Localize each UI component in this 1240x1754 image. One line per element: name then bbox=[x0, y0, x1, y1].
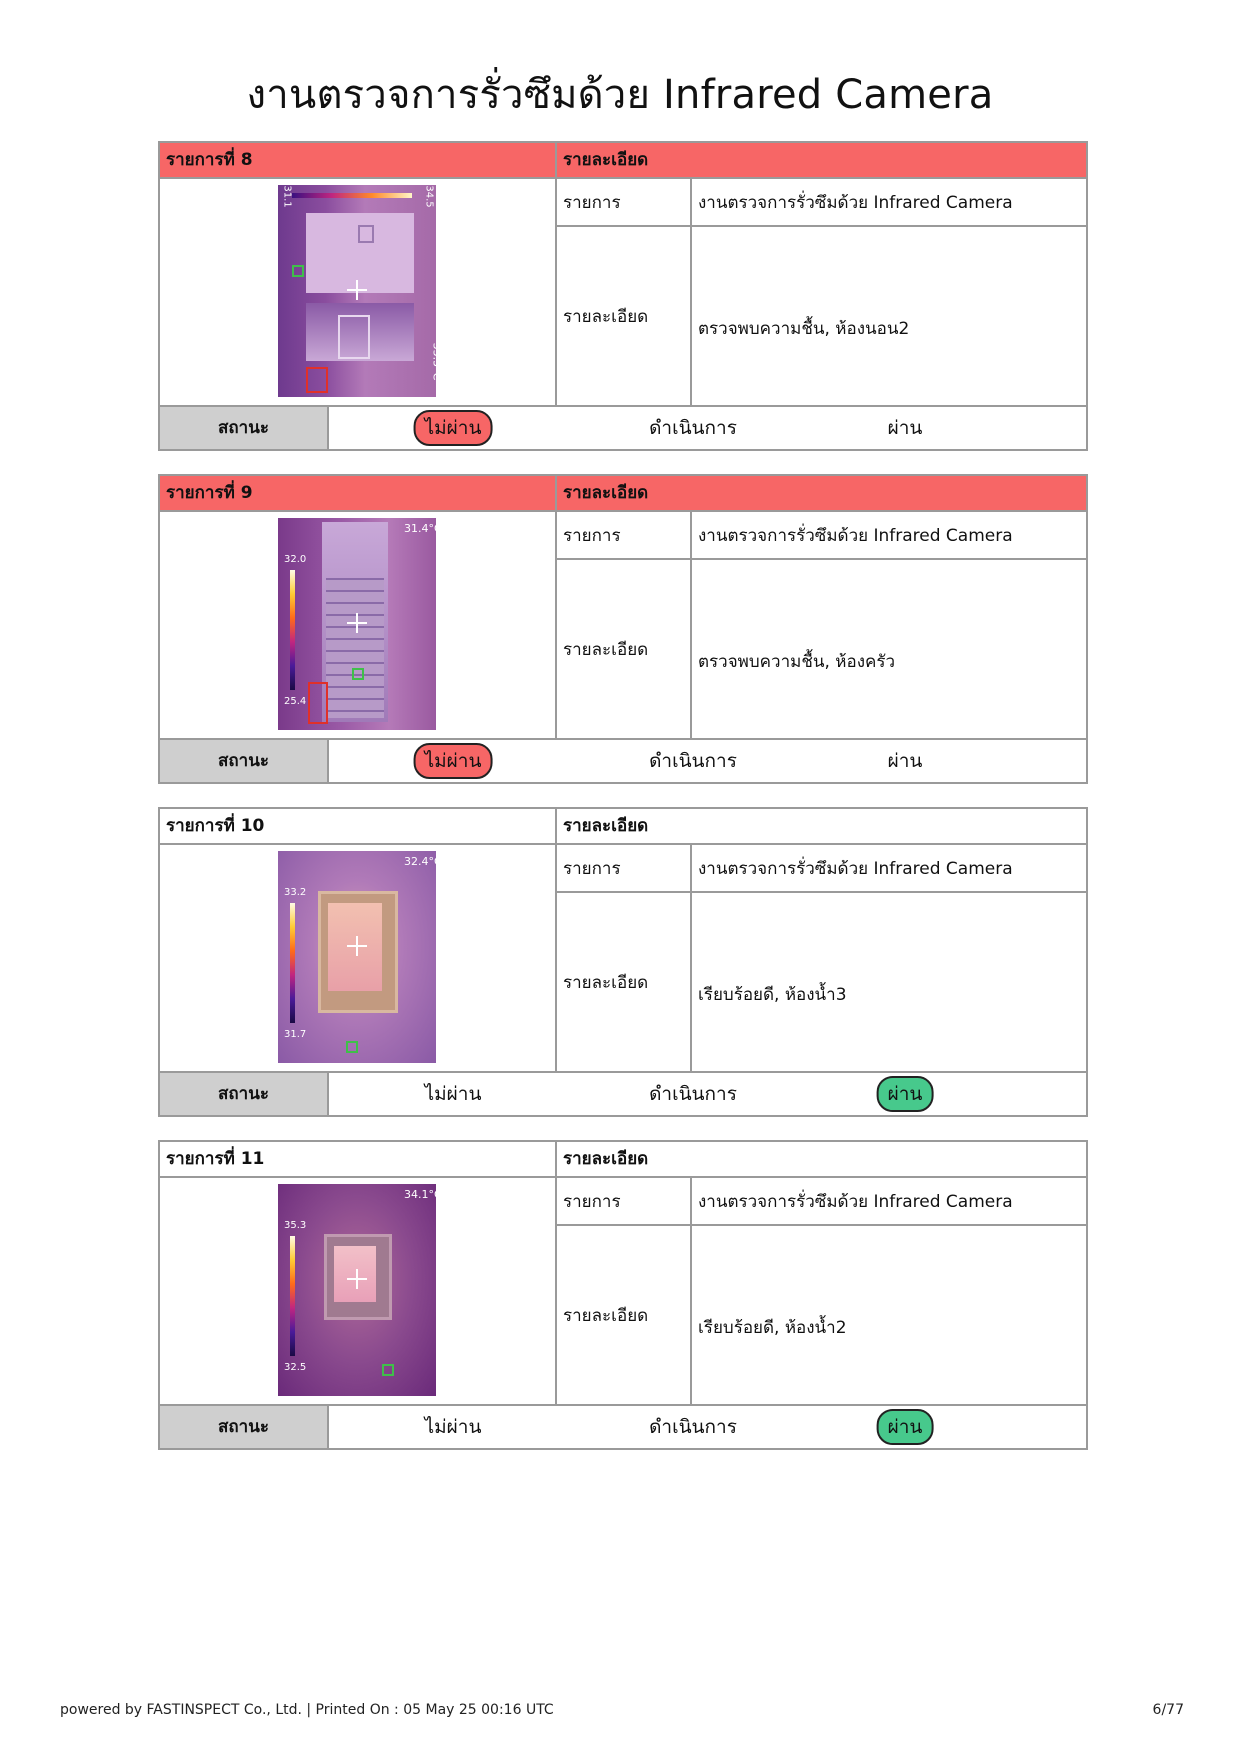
item-value: งานตรวจการรั่วซึมด้วย Infrared Camera bbox=[698, 858, 1013, 879]
status-inprogress-option[interactable]: ดำเนินการ bbox=[649, 750, 737, 772]
crosshair-icon bbox=[347, 1269, 367, 1289]
crosshair-icon bbox=[347, 613, 367, 633]
cold-spot-marker bbox=[292, 265, 304, 277]
status-inprogress-option[interactable]: ดำเนินการ bbox=[649, 1083, 737, 1105]
thermal-scale-low: 25.4 bbox=[284, 696, 307, 707]
status-inprogress-option[interactable]: ดำเนินการ bbox=[649, 1416, 737, 1438]
inspection-card bbox=[158, 141, 1088, 451]
thermal-scale-low: 31.7 bbox=[284, 1029, 307, 1040]
status-fail-option[interactable]: ไม่ผ่าน bbox=[414, 410, 493, 446]
thermal-temp-label: 34.1°C bbox=[404, 1188, 442, 1201]
crosshair-icon bbox=[347, 280, 367, 300]
thermal-temp-label: 31.1 bbox=[281, 185, 293, 208]
status-pass-option[interactable]: ผ่าน bbox=[887, 417, 923, 439]
inspection-card bbox=[158, 1140, 1088, 1450]
detail-header: รายละเอียด bbox=[563, 150, 649, 170]
status-options bbox=[329, 1406, 1086, 1448]
detail-label: รายละเอียด bbox=[557, 560, 692, 738]
thermal-scale-bar bbox=[290, 903, 295, 1023]
thermal-scale-bar bbox=[290, 1236, 295, 1356]
status-pass-option[interactable]: ผ่าน bbox=[877, 1409, 934, 1445]
detail-value: ตรวจพบความชื้น, ห้องนอน2 bbox=[698, 318, 910, 339]
thermal-temp-label: 31.4°C bbox=[404, 522, 442, 535]
thermal-scale-high: 35.3 bbox=[284, 1220, 307, 1231]
crosshair-icon bbox=[347, 936, 367, 956]
hot-spot-marker bbox=[308, 682, 328, 724]
cold-spot-marker bbox=[352, 668, 364, 680]
image-cell bbox=[160, 845, 557, 1071]
item-label: รายการ bbox=[557, 179, 692, 225]
status-inprogress-option[interactable]: ดำเนินการ bbox=[649, 417, 737, 439]
thermal-temp-label: 33.5°C bbox=[430, 342, 444, 381]
status-options bbox=[329, 407, 1086, 449]
page-title: งานตรวจการรั่วซึมด้วย Infrared Camera bbox=[246, 72, 994, 118]
detail-label: รายละเอียด bbox=[557, 1226, 692, 1404]
thermal-temp-label: 32.4°C bbox=[404, 855, 442, 868]
status-fail-option[interactable]: ไม่ผ่าน bbox=[424, 1083, 482, 1105]
item-number: รายการที่ 11 bbox=[160, 1142, 557, 1176]
detail-header: รายละเอียด bbox=[563, 816, 649, 836]
detail-value: เรียบร้อยดี, ห้องน้ำ3 bbox=[698, 984, 847, 1005]
item-number: รายการที่ 9 bbox=[160, 476, 557, 510]
status-label: สถานะ bbox=[160, 740, 329, 782]
card-header bbox=[160, 809, 1086, 845]
image-cell bbox=[160, 179, 557, 405]
image-cell bbox=[160, 1178, 557, 1404]
status-label: สถานะ bbox=[160, 1406, 329, 1448]
inspection-card bbox=[158, 807, 1088, 1117]
item-value: งานตรวจการรั่วซึมด้วย Infrared Camera bbox=[698, 192, 1013, 213]
thermal-temp-label: 34.5 bbox=[423, 185, 435, 208]
detail-header: รายละเอียด bbox=[563, 1149, 649, 1169]
thermal-scale-high: 32.0 bbox=[284, 554, 307, 565]
thermal-image[interactable] bbox=[278, 851, 442, 1063]
image-cell bbox=[160, 512, 557, 738]
cold-spot-marker bbox=[346, 1041, 358, 1053]
item-label: รายการ bbox=[557, 1178, 692, 1224]
thermal-scale-low: 32.5 bbox=[284, 1362, 307, 1373]
status-options bbox=[329, 740, 1086, 782]
item-value: งานตรวจการรั่วซึมด้วย Infrared Camera bbox=[698, 1191, 1013, 1212]
status-pass-option[interactable]: ผ่าน bbox=[877, 1076, 934, 1112]
detail-header: รายละเอียด bbox=[563, 483, 649, 503]
card-header bbox=[160, 476, 1086, 512]
item-label: รายการ bbox=[557, 512, 692, 558]
status-label: สถานะ bbox=[160, 407, 329, 449]
detail-value: เรียบร้อยดี, ห้องน้ำ2 bbox=[698, 1317, 847, 1338]
card-header bbox=[160, 1142, 1086, 1178]
status-label: สถานะ bbox=[160, 1073, 329, 1115]
cold-spot-marker bbox=[382, 1364, 394, 1376]
thermal-scale-bar bbox=[290, 570, 295, 690]
page-number: 6/77 bbox=[1152, 1702, 1184, 1718]
status-pass-option[interactable]: ผ่าน bbox=[887, 750, 923, 772]
thermal-image[interactable] bbox=[278, 518, 442, 730]
hot-spot-marker bbox=[306, 367, 328, 393]
inspection-card bbox=[158, 474, 1088, 784]
item-number: รายการที่ 8 bbox=[160, 143, 557, 177]
thermal-scale-high: 33.2 bbox=[284, 887, 307, 898]
status-fail-option[interactable]: ไม่ผ่าน bbox=[414, 743, 493, 779]
detail-value: ตรวจพบความชื้น, ห้องครัว bbox=[698, 651, 896, 672]
thermal-image[interactable] bbox=[278, 185, 444, 397]
detail-label: รายละเอียด bbox=[557, 227, 692, 405]
item-number: รายการที่ 10 bbox=[160, 809, 557, 843]
footer-credit: powered by FASTINSPECT Co., Ltd. | Printed On : 05 May 25 00:16 UTC bbox=[60, 1702, 554, 1718]
status-options bbox=[329, 1073, 1086, 1115]
status-fail-option[interactable]: ไม่ผ่าน bbox=[424, 1416, 482, 1438]
detail-label: รายละเอียด bbox=[557, 893, 692, 1071]
item-value: งานตรวจการรั่วซึมด้วย Infrared Camera bbox=[698, 525, 1013, 546]
item-label: รายการ bbox=[557, 845, 692, 891]
thermal-image[interactable] bbox=[278, 1184, 442, 1396]
card-header bbox=[160, 143, 1086, 179]
